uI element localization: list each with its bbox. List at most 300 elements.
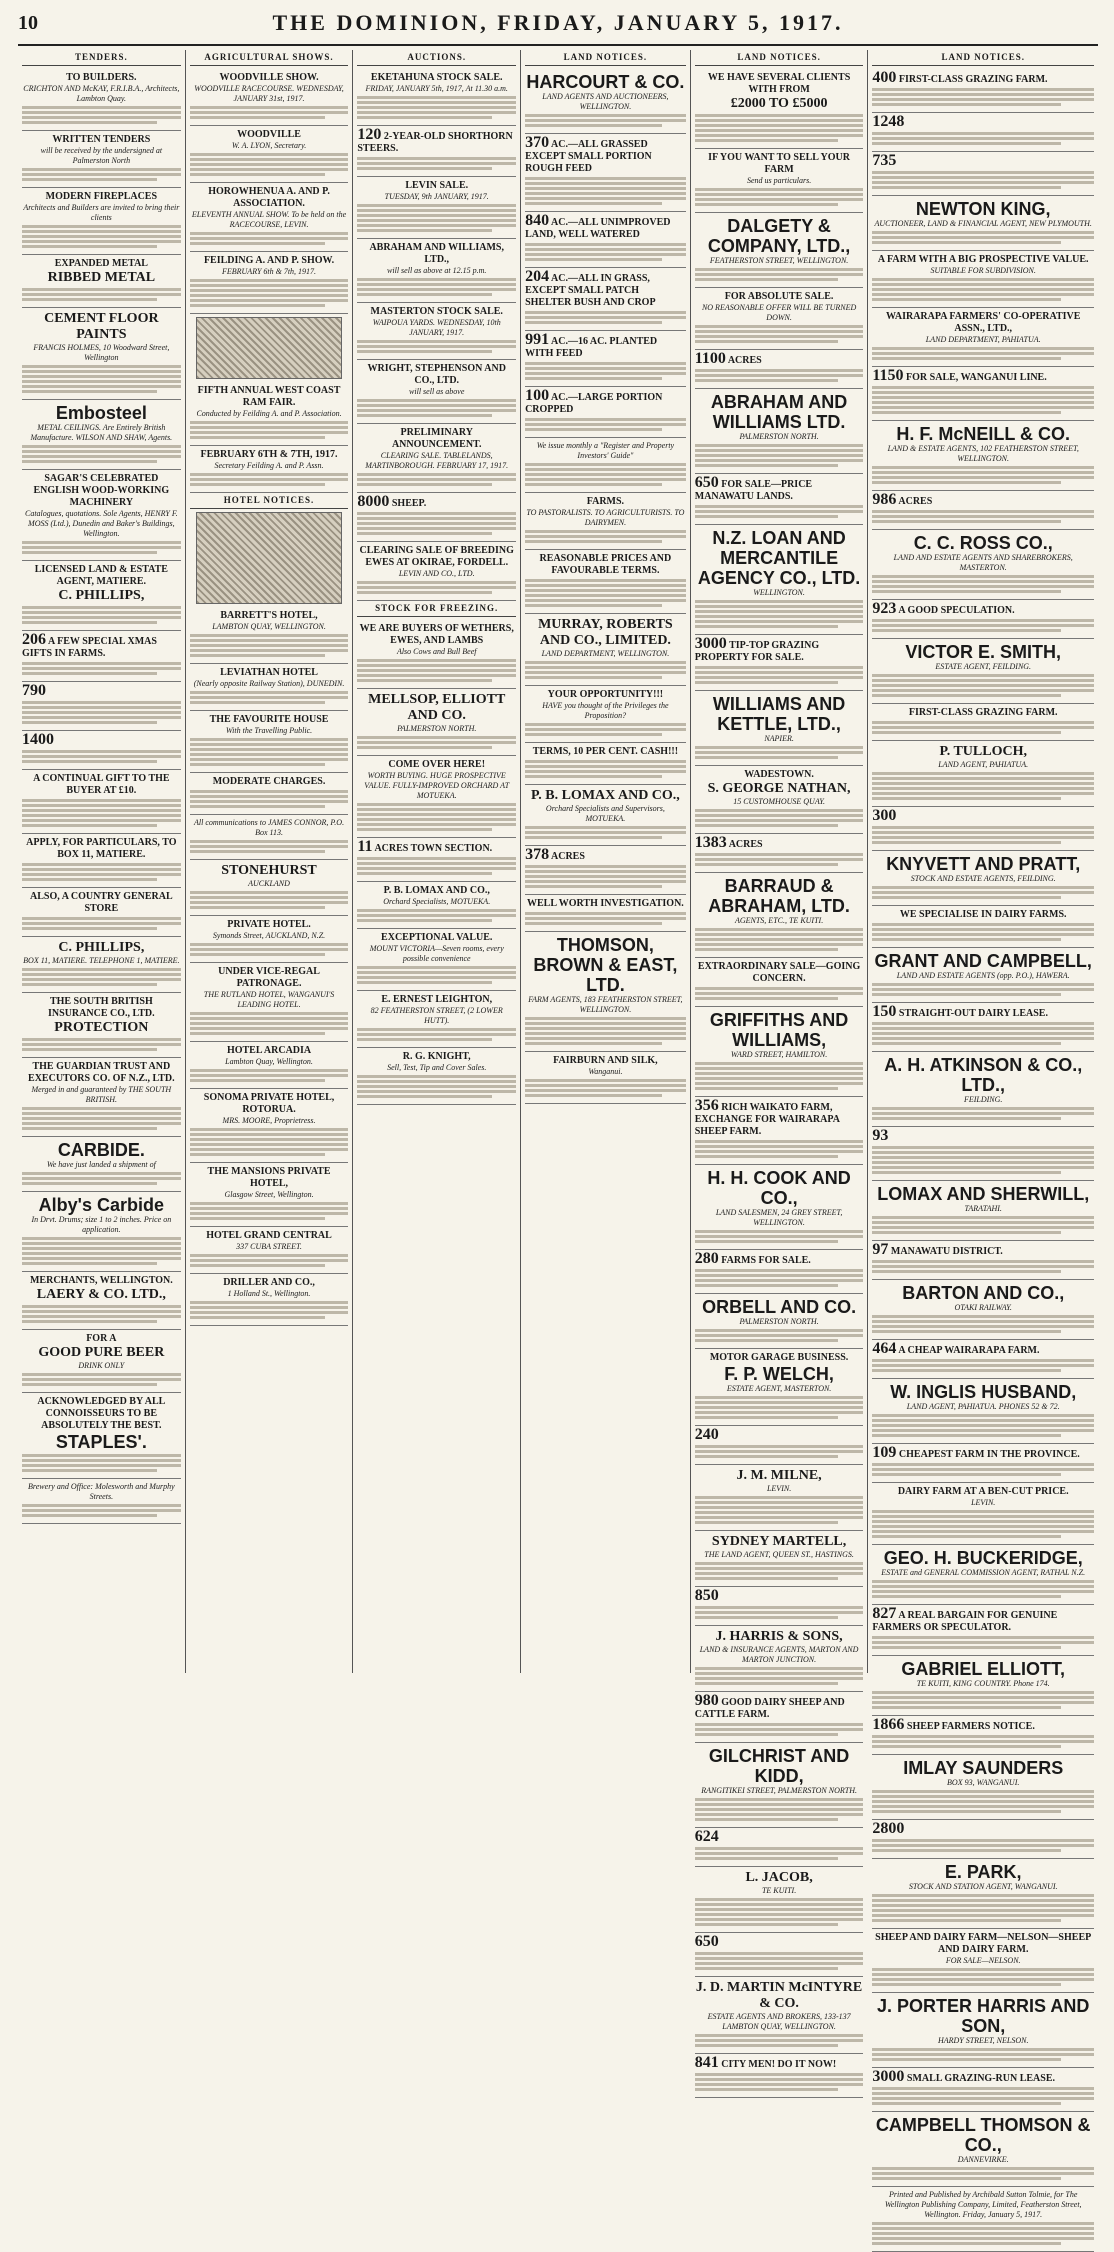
text-line [872,1535,1060,1538]
text-line [872,2172,1094,2175]
ad-subtext: FARM AGENTS, 183 FEATHERSTON STREET, WELLINGTON. [528,995,683,1014]
text-line [22,1048,157,1051]
ad-body-text [695,369,864,382]
advertisement [22,69,181,131]
text-line [22,245,157,248]
ad-heading: WE SPECIALISE IN DAIRY FARMS. [899,909,1067,920]
ad-display-text: £2000 TO £5000 [730,96,828,111]
ad-display-text: J. D. MARTIN McINTYRE & CO. [695,1980,863,2011]
text-line [357,586,516,589]
ad-subtext: LEVIN AND CO., LTD. [398,569,475,578]
text-line [22,873,181,876]
text-line [872,2177,1060,2180]
ad-heading: WADESTOWN. [744,769,814,780]
text-line [695,134,864,137]
advertisement [695,958,864,1007]
ad-body-text [695,1445,864,1458]
text-line [22,814,181,817]
text-line [22,1383,157,1386]
text-line [190,696,349,699]
ad-heading: DAIRY FARM AT A BEN-CUT PRICE. [897,1486,1069,1497]
text-line [525,733,662,736]
text-line [872,1520,1094,1523]
ad-firm-name: NEWTON KING, [915,199,1051,219]
ad-subtext: DRINK ONLY [78,1361,125,1370]
text-line [22,1310,181,1313]
advertisement [22,770,181,834]
advertisement [525,212,686,268]
text-line [357,919,492,922]
text-line [22,978,181,981]
ad-display-text: STONEHURST [221,863,317,878]
text-line [695,1496,864,1499]
ad-body-text [872,886,1094,899]
ad-body-text [22,750,181,763]
ad-acreage: 240 [694,1426,719,1443]
ad-subtext: PALMERSTON NORTH. [739,432,819,441]
text-line [22,1464,181,1467]
ad-display-text: C. PHILLIPS, [58,588,145,603]
text-line [695,444,864,447]
ad-firm-name: GRIFFITHS AND WILLIAMS, [709,1010,849,1050]
ad-body-text [525,418,686,431]
ad-firm-name: GILCHRIST AND KIDD, [708,1746,850,1786]
ad-subtext: PALMERSTON NORTH. [739,1317,819,1326]
advertisement [695,1531,864,1587]
ad-body-text [872,772,1094,800]
text-line [872,2102,1060,2105]
ad-subtext: PALMERSTON NORTH. [397,724,477,733]
text-line [22,1454,181,1457]
text-line [22,863,181,866]
text-line [872,1706,1060,1709]
advertisement [190,711,349,773]
text-line [357,111,516,114]
text-line [872,1983,1060,1986]
text-line [22,365,181,368]
advertisement [190,1042,349,1089]
ad-body-text [872,1790,1094,1813]
text-line [872,357,1060,360]
ad-body-text [190,634,349,657]
advertisement [22,188,181,255]
text-line [22,1242,181,1245]
text-line [357,818,516,821]
ad-body-text [22,1038,181,1051]
advertisement [695,1349,864,1426]
text-line [190,634,349,637]
ad-display-text: S. GEORGE NATHAN, [707,781,851,796]
advertisement [22,1058,181,1137]
text-line [22,390,157,393]
text-line [190,654,325,657]
text-line [695,505,864,508]
text-line [872,2058,1060,2061]
text-line [695,369,864,372]
text-line [190,743,349,746]
ad-body-text [872,983,1094,996]
ad-subtext: TUESDAY, 9th JANUARY, 1917. [384,192,489,201]
advertisement [357,620,516,689]
ad-body-text [357,909,516,922]
text-line [872,181,1094,184]
ad-subtext: WAIPOUA YARDS. WEDNESDAY, 10th JANUARY, 1917. [372,318,501,337]
text-line [872,896,1060,899]
ad-body-text [357,278,516,296]
ad-body-text [190,691,349,704]
ad-body-text [872,386,1094,414]
text-line [872,684,1094,687]
ad-subtext: LAND SALESMEN, 24 GREY STREET, WELLINGTON. [715,1208,843,1227]
text-line [695,1857,838,1860]
text-line [525,1037,686,1040]
ad-body-text [872,1691,1094,1709]
text-line [872,1914,1094,1917]
ad-body-text [190,279,349,307]
text-line [525,362,686,365]
text-line [872,988,1094,991]
text-line [357,157,516,160]
advertisement [695,766,864,834]
advertisement [357,177,516,239]
advertisement [190,1274,349,1326]
text-line [22,1378,181,1381]
ad-subtext: FOR SALE—NELSON. [945,1956,1021,1965]
text-line [695,2034,864,2037]
ad-subtext: LAND AND ESTATE AGENTS AND SHAREBROKERS, MASTERTON. [893,553,1073,572]
ad-heading: E. ERNEST LEIGHTON, [381,994,493,1005]
ad-subtext: Also Cows and Bull Beef [396,647,477,656]
text-line [357,1033,516,1036]
advertisement [872,1340,1094,1379]
advertisement [872,1656,1094,1716]
ad-subtext: TARATAHI. [964,1204,1002,1213]
advertisement [190,1227,349,1274]
text-line [872,772,1094,775]
text-line [525,671,686,674]
masthead [18,0,1098,46]
text-line [695,1269,864,1272]
advertisement [357,303,516,360]
text-line [872,1216,1094,1219]
ad-body-text [695,1952,864,1970]
ad-subtext: ESTATE AGENT, MASTERTON. [726,1384,832,1393]
advertisement [872,2187,1094,2252]
ad-heading: WE HAVE SEVERAL CLIENTS WITH FROM [707,72,851,95]
text-line [525,243,686,246]
ad-subtext: 1 Holland St., Wellington. [227,1289,311,1298]
ad-firm-name: CAMPBELL THOMSON & CO., [875,2115,1091,2155]
ad-body-text [872,1636,1094,1649]
ad-body-text [190,943,349,956]
text-line [695,1501,864,1504]
ad-firm-name: Embosteel [55,403,147,423]
text-line [695,188,864,191]
text-line [190,795,349,798]
section-heading: HOTEL NOTICES. [190,493,349,509]
ad-body-text [22,541,181,554]
advertisement [357,1048,516,1105]
text-line [872,1894,1094,1897]
text-line [872,411,1060,414]
ad-heading: ACKNOWLEDGED BY ALL CONNOISSEURS TO BE ABSOLUTELY THE BEST. [37,1396,166,1431]
ad-subtext: LAND AGENT, PAHIATUA. [938,760,1029,769]
text-line [357,736,516,739]
text-line [190,111,349,114]
text-line [695,1852,864,1855]
text-line [357,966,516,969]
column-3 [353,50,521,1673]
text-line [357,512,516,515]
ad-acreage-line: 11 ACRES TOWN SECTION. [357,838,493,855]
text-line [695,610,864,613]
text-line [190,232,349,235]
text-line [357,409,516,412]
advertisement [525,932,686,1052]
text-line [872,1151,1094,1154]
text-line [872,1161,1094,1164]
ad-firm-name: VICTOR E. SMITH, [905,642,1062,662]
ad-subtext: DANNEVIRKE. [957,2155,1009,2164]
text-line [872,466,1094,469]
text-line [525,468,686,471]
advertisement [357,756,516,838]
ad-body-text [695,1562,864,1580]
text-line [695,1140,864,1143]
building-illustration [196,512,343,604]
text-line [190,691,349,694]
advertisement [695,873,864,958]
ad-acreage: 300 [872,807,897,824]
text-line [695,273,864,276]
text-line [190,800,349,803]
ad-subtext: will be received by the undersigned at Palmerston North [40,146,163,165]
ad-body-text [190,1301,349,1319]
ad-display-text: MELLSOP, ELLIOTT AND CO. [368,692,506,723]
text-line [695,454,864,457]
ad-heading: YOUR OPPORTUNITY!!! [547,689,664,700]
text-line [695,992,864,995]
ad-body-text [190,1069,349,1082]
ad-heading: CLEARING SALE OF BREEDING EWES AT OKIRAE, FORDELL. [359,545,514,568]
text-line [190,116,325,119]
ad-display-text: LAERY & CO. LTD., [36,1287,166,1302]
text-line [22,621,157,624]
text-line [190,840,349,843]
ad-display-text: RIBBED METAL [47,270,156,285]
ad-subtext: Sell, Test, Tip and Cover Sales. [387,1063,487,1072]
text-line [525,912,686,915]
ad-subtext: All communications to JAMES CONNOR, P.O. Box 113. [194,818,345,837]
ad-body-text [357,966,516,984]
ad-display-text: SYDNEY MARTELL, [711,1534,847,1549]
text-line [22,230,181,233]
text-line [190,237,349,240]
text-line [872,797,1060,800]
ad-subtext: OTAKI RAILWAY. [954,1303,1012,1312]
ad-heading: P. B. LOMAX AND CO., [383,885,490,896]
ad-heading: REASONABLE PRICES AND FAVOURABLE TERMS. [539,553,672,576]
ad-firm-name: DALGETY & COMPANY, LTD., [707,216,851,256]
text-line [190,1153,325,1156]
advertisement [872,948,1094,1003]
text-line [22,804,181,807]
text-line [22,1112,181,1115]
ad-body-text [190,1202,349,1220]
text-line [695,1082,864,1085]
ad-body-text [872,88,1094,106]
ad-subtext: WARD STREET, HAMILTON. [730,1050,828,1059]
ad-subtext: ESTATE AGENTS AND BROKERS, 133-137 LAMBTON QUAY, WELLINGTON. [707,2012,851,2031]
text-line [190,478,349,481]
ad-acreage: 923 [872,600,897,617]
ad-heading: A FARM WITH A BIG PROSPECTIVE VALUE. [877,254,1089,265]
advertisement [190,664,349,711]
text-line [22,750,181,753]
text-line [695,268,864,271]
advertisement [525,846,686,895]
ad-heading: A CONTINUAL GIFT TO THE BUYER AT £10. [33,773,170,796]
text-line [357,96,516,99]
text-line [695,1506,864,1509]
text-line [22,1262,157,1265]
text-line [357,914,516,917]
ad-body-text [22,799,181,827]
ad-body-text [695,1606,864,1619]
ad-body-text [695,809,864,827]
ad-body-text [190,738,349,766]
text-line [22,168,181,171]
ad-firm-name: Alby's Carbide [38,1195,164,1215]
ad-subtext: NO REASONABLE OFFER WILL BE TURNED DOWN. [701,303,857,322]
ad-subtext: LAND & ESTATE AGENTS, 102 FEATHERSTON STREET, WELLINGTON. [887,444,1079,463]
ad-subtext: WOODVILLE RACECOURSE. WEDNESDAY, JANUARY 31st, 1917. [194,84,344,103]
column-2 [186,50,354,1673]
text-line [872,928,1094,931]
advertisement [695,1250,864,1294]
text-line [872,1468,1094,1471]
ad-acreage-line: 986 ACRES [872,491,933,508]
ad-body-text [872,923,1094,941]
ad-acreage-line [872,807,1094,824]
advertisement [357,991,516,1048]
text-line [525,579,686,582]
text-line [190,943,349,946]
advertisement [695,635,864,691]
text-line [190,644,349,647]
advertisement [22,131,181,188]
text-line [872,98,1094,101]
text-line [695,1567,864,1570]
advertisement [872,1127,1094,1181]
ad-acreage-line: 97 MANAWATU DISTRICT. [872,1241,1003,1258]
text-line [190,1079,325,1082]
text-line [190,163,349,166]
text-line [872,1696,1094,1699]
ad-display-text: P. TULLOCH, [939,744,1027,759]
text-line [357,214,516,217]
ad-body-text [525,760,686,778]
ad-acreage: 370 [525,134,550,151]
advertisement [22,1479,181,1524]
text-line [872,1429,1094,1432]
text-line [695,1279,864,1282]
text-line [872,396,1094,399]
text-line [22,370,181,373]
advertisement [357,929,516,991]
text-line [872,689,1094,692]
advertisement [695,149,864,213]
ad-body-text [357,399,516,417]
advertisement [872,851,1094,906]
text-line [872,1156,1094,1159]
ad-body-text [22,1305,181,1323]
ad-acreage: 1100 [694,350,726,367]
ad-acreage-line [22,682,181,699]
ad-heading: THE GUARDIAN TRUST AND EXECUTORS CO. OF N.Z., LTD. [28,1061,175,1084]
ad-body-text [695,746,864,759]
text-line [22,1247,181,1250]
advertisement [695,1587,864,1626]
ad-firm-name: STAPLES'. [55,1432,147,1452]
advertisement [695,389,864,474]
text-line [190,1012,349,1015]
ad-subtext: ESTATE AGENT, FEILDING. [935,662,1032,671]
ad-subtext: 15 CUSTOMHOUSE QUAY. [733,797,825,806]
text-line [872,2222,1094,2225]
text-line [872,1646,1060,1649]
advertisement [695,2054,864,2098]
text-line [695,1808,864,1811]
text-line [22,755,181,758]
text-line [525,177,686,180]
ad-body-text [872,826,1094,844]
ad-body-text [22,606,181,624]
text-line [525,197,686,200]
ad-body-text [872,132,1094,145]
ad-acreage-line: 120 2-YEAR-OLD SHORTHORN STEERS. [357,126,513,154]
text-line [525,367,686,370]
ad-heading: WRIGHT, STEPHENSON AND CO., LTD. [367,363,506,386]
ad-acreage: 1383 [694,834,727,851]
text-line [22,1509,181,1512]
ad-acreage-line: 100 AC.—LARGE PORTION CROPPED [525,387,663,415]
text-line [22,546,181,549]
text-line [357,283,516,286]
ad-body-text [872,1839,1094,1852]
text-line [872,841,1060,844]
ad-subtext: MOUNT VICTORIA—Seven rooms, every possible convenience [369,944,504,963]
ad-acreage: 109 [872,1444,897,1461]
text-line [22,973,181,976]
text-line [525,666,686,669]
text-line [872,137,1094,140]
text-line [22,375,181,378]
text-line [525,124,662,127]
ad-subtext: Orchard Specialists, MOTUEKA. [383,897,491,906]
text-line [872,1904,1094,1907]
text-line [872,520,1060,523]
ad-body-text [22,1454,181,1472]
text-line [22,667,181,670]
ad-acreage-line: 841 CITY MEN! DO IT NOW! [694,2054,837,2071]
text-line [872,590,1060,593]
text-line [695,1616,838,1619]
section-heading: LAND NOTICES. [872,50,1094,66]
ad-heading: FIRST-CLASS GRAZING FARM. [908,707,1058,718]
text-line [357,857,516,860]
text-line [695,464,838,467]
